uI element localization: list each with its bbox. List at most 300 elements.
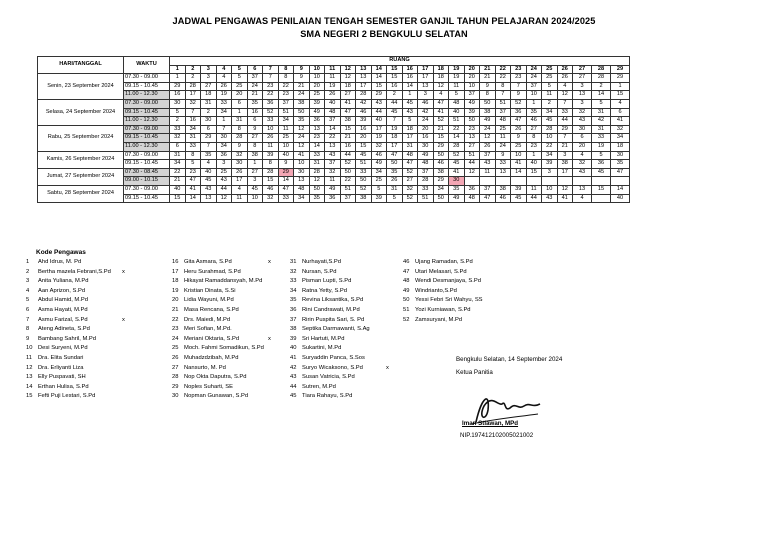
table-row xyxy=(38,142,630,151)
proctor-code-cell: 4 xyxy=(557,82,573,91)
proctor-code-cell: 38 xyxy=(433,168,449,177)
legend-name: Drs. Maiedi, M.Pd xyxy=(184,316,231,323)
proctor-code-cell: 38 xyxy=(247,151,263,160)
proctor-code-cell: 24 xyxy=(526,74,542,83)
proctor-code-cell: 3 xyxy=(201,74,217,83)
proctor-code-cell: 49 xyxy=(464,99,480,108)
proctor-code-cell: 29 xyxy=(433,177,449,186)
proctor-code-cell: 43 xyxy=(201,185,217,194)
proctor-code-cell: 23 xyxy=(526,142,542,151)
proctor-code-cell: 27 xyxy=(201,82,217,91)
proctor-code-cell: 8 xyxy=(495,82,511,91)
time-slot: 09.15 - 10.45 xyxy=(124,160,170,169)
room-number: 28 xyxy=(592,65,611,74)
legend-name: Meri Sofian, M.Pd. xyxy=(184,326,232,333)
proctor-code-cell: 12 xyxy=(309,177,325,186)
proctor-code-cell: 11 xyxy=(495,134,511,143)
proctor-code-cell: 11 xyxy=(526,185,542,194)
signature-place-date: Bengkulu Selatan, 14 September 2024 xyxy=(456,356,563,363)
proctor-code-cell: 35 xyxy=(309,194,325,203)
legend-item xyxy=(172,373,264,383)
proctor-code-cell: 10 xyxy=(278,142,294,151)
proctor-code-cell: 50 xyxy=(294,108,310,117)
legend-name: Bambang Sahril, M.Pd xyxy=(38,335,96,342)
proctor-code-cell: 48 xyxy=(464,194,480,203)
proctor-code-cell: 18 xyxy=(402,125,418,134)
time-slot: 09.15 - 10.45 xyxy=(124,82,170,91)
proctor-code-cell: 9 xyxy=(232,142,248,151)
proctor-code-cell: 1 xyxy=(247,160,263,169)
legend-item xyxy=(290,277,370,287)
proctor-code-cell: 26 xyxy=(263,134,279,143)
proctor-code-cell: 23 xyxy=(464,125,480,134)
proctor-code-cell: 19 xyxy=(371,134,387,143)
proctor-code-cell: 49 xyxy=(309,108,325,117)
proctor-code-cell: 9 xyxy=(495,151,511,160)
proctor-code-cell: 21 xyxy=(480,74,496,83)
proctor-code-cell: 49 xyxy=(418,151,434,160)
proctor-code-cell: 49 xyxy=(449,194,465,203)
table-row xyxy=(38,125,630,134)
legend-name: Asmu Farizal, S.Pd xyxy=(38,316,88,323)
legend-code: 36 xyxy=(290,306,297,313)
proctor-code-cell: 12 xyxy=(557,91,573,100)
proctor-code-cell: 37 xyxy=(418,168,434,177)
legend-code: 11 xyxy=(26,354,33,361)
proctor-code-cell: 35 xyxy=(201,151,217,160)
room-number: 16 xyxy=(402,65,418,74)
proctor-code-cell: 26 xyxy=(216,82,232,91)
proctor-code-cell: 31 xyxy=(387,185,403,194)
legend-code: 52 xyxy=(403,316,410,323)
proctor-code-cell: 39 xyxy=(464,108,480,117)
legend-name: Ateng Adineta, S.Pd xyxy=(38,326,90,333)
table-row xyxy=(38,185,630,194)
legend-code: 49 xyxy=(403,287,410,294)
legend-code: 41 xyxy=(290,354,297,361)
legend-item xyxy=(26,373,111,383)
proctor-code-cell: 10 xyxy=(263,125,279,134)
proctor-code-cell: 28 xyxy=(356,91,372,100)
proctor-code-cell: 1 xyxy=(216,117,232,126)
proctor-code-cell: 28 xyxy=(542,125,558,134)
legend-code: 15 xyxy=(26,393,33,400)
proctor-code-cell: 39 xyxy=(309,99,325,108)
proctor-code-cell: 46 xyxy=(418,99,434,108)
proctor-code-cell: 22 xyxy=(340,177,356,186)
room-number: 10 xyxy=(309,65,325,74)
proctor-code-cell: 44 xyxy=(526,194,542,203)
proctor-code-cell: 19 xyxy=(387,125,403,134)
legend-name: Ririn Puspita Sari, S. Pd xyxy=(302,316,365,323)
legend-item xyxy=(290,296,370,306)
legend-name: Zamsuryani, M.Pd xyxy=(415,316,463,323)
proctor-code-cell: 52 xyxy=(356,185,372,194)
proctor-code-cell: 27 xyxy=(573,74,592,83)
proctor-code-cell: 28 xyxy=(449,142,465,151)
proctor-code-cell: 30 xyxy=(418,142,434,151)
proctor-code-cell xyxy=(592,177,611,186)
legend-code: 39 xyxy=(290,335,297,342)
proctor-code-cell: 14 xyxy=(402,82,418,91)
legend-item xyxy=(403,277,483,287)
legend-code: 30 xyxy=(172,393,179,400)
proctor-code-cell: 15 xyxy=(433,134,449,143)
proctor-code-cell: 33 xyxy=(557,108,573,117)
legend-item xyxy=(290,325,370,335)
proctor-code-cell: 7 xyxy=(263,74,279,83)
proctor-code-cell: 12 xyxy=(294,125,310,134)
proctor-code-cell: 35 xyxy=(387,168,403,177)
proctor-code-cell: 50 xyxy=(464,117,480,126)
legend-column-1 xyxy=(26,258,125,402)
proctor-code-cell: 5 xyxy=(592,151,611,160)
proctor-code-cell: 6 xyxy=(232,99,248,108)
legend-name: Nopman Gunawan, S.Pd xyxy=(184,393,249,400)
proctor-code-cell: 34 xyxy=(185,125,201,134)
proctor-code-cell: 3 xyxy=(418,91,434,100)
proctor-code-cell xyxy=(511,177,527,186)
proctor-code-cell: 33 xyxy=(418,185,434,194)
proctor-code-cell: 27 xyxy=(402,177,418,186)
proctor-code-cell: 28 xyxy=(263,168,279,177)
legend-item xyxy=(26,335,111,345)
proctor-code-cell: 33 xyxy=(263,117,279,126)
proctor-code-cell: 41 xyxy=(185,185,201,194)
proctor-code-cell xyxy=(526,177,542,186)
proctor-code-cell: 28 xyxy=(418,177,434,186)
legend-code: 16 xyxy=(172,259,179,265)
proctor-code-cell xyxy=(557,177,573,186)
proctor-code-cell: 43 xyxy=(371,99,387,108)
proctor-code-cell: 29 xyxy=(557,125,573,134)
proctor-code-cell: 52 xyxy=(402,194,418,203)
proctor-code-cell: 29 xyxy=(170,82,186,91)
proctor-code-cell: 16 xyxy=(185,117,201,126)
time-slot: 11.00 - 12.30 xyxy=(124,91,170,100)
legend-item xyxy=(290,268,370,278)
proctor-code-cell: 43 xyxy=(573,168,592,177)
legend-code: 8 xyxy=(26,326,30,333)
room-number: 9 xyxy=(294,65,310,74)
legend-name: Revina Liksantika, S.Pd xyxy=(302,297,364,304)
proctor-code-cell: 12 xyxy=(216,194,232,203)
proctor-code-cell: 4 xyxy=(232,185,248,194)
day-label: Senin, 23 September 2024 xyxy=(38,74,124,100)
proctor-code-cell: 43 xyxy=(402,108,418,117)
legend-name: Ahd Idrus, M. Pd xyxy=(38,259,82,265)
proctor-code-cell: 30 xyxy=(573,125,592,134)
legend-name: Sukartini, M.Pd xyxy=(302,345,342,352)
legend-item xyxy=(172,316,264,326)
proctor-code-cell: 10 xyxy=(247,194,263,203)
proctor-code-cell: 45 xyxy=(511,194,527,203)
proctor-code-cell: 32 xyxy=(263,194,279,203)
room-number: 19 xyxy=(449,65,465,74)
table-row xyxy=(38,99,630,108)
proctor-code-cell: 14 xyxy=(511,168,527,177)
legend-name: Moch. Fahmi Somadikun, S.Pd xyxy=(184,345,264,352)
time-slot: 07.30 - 08.45 xyxy=(124,168,170,177)
proctor-code-cell: 51 xyxy=(418,194,434,203)
proctor-code-cell: 30 xyxy=(232,160,248,169)
proctor-code-cell: 1 xyxy=(170,74,186,83)
proctor-code-cell: 37 xyxy=(480,151,496,160)
proctor-code-cell: 37 xyxy=(325,117,341,126)
legend-name: Septika Darmawanti, S.Ag xyxy=(302,326,370,333)
proctor-code-cell: 31 xyxy=(592,108,611,117)
proctor-code-cell: 14 xyxy=(309,142,325,151)
legend-name: Suryo Wicaksono, S.Pd xyxy=(302,364,363,371)
proctor-code-cell: 34 xyxy=(216,108,232,117)
proctor-code-cell: 5 xyxy=(185,160,201,169)
proctor-code-cell: 32 xyxy=(232,151,248,160)
proctor-code-cell: 8 xyxy=(263,160,279,169)
proctor-code-cell: 26 xyxy=(557,74,573,83)
proctor-code-cell: 25 xyxy=(371,177,387,186)
proctor-code-cell: 39 xyxy=(263,151,279,160)
proctor-code-cell: 18 xyxy=(387,134,403,143)
proctor-code-cell: 7 xyxy=(387,117,403,126)
proctor-code-cell: 15 xyxy=(592,185,611,194)
proctor-code-cell: 1 xyxy=(526,151,542,160)
legend-item xyxy=(290,258,370,268)
time-slot: 07.30 - 09.00 xyxy=(124,99,170,108)
proctor-code-cell: 41 xyxy=(294,151,310,160)
proctor-code-cell: 47 xyxy=(611,168,630,177)
proctor-code-cell: 29 xyxy=(201,134,217,143)
legend-code: 35 xyxy=(290,297,297,304)
proctor-code-cell: 32 xyxy=(325,168,341,177)
room-number: 22 xyxy=(495,65,511,74)
proctor-code-cell: 39 xyxy=(371,194,387,203)
legend-item xyxy=(26,268,125,278)
proctor-code-cell: 33 xyxy=(495,160,511,169)
proctor-code-cell: 12 xyxy=(464,168,480,177)
legend-item xyxy=(172,335,271,345)
proctor-code-cell: 1 xyxy=(402,91,418,100)
proctor-code-cell: 32 xyxy=(371,142,387,151)
proctor-code-cell: 50 xyxy=(356,177,372,186)
proctor-code-cell: 5 xyxy=(232,74,248,83)
proctor-code-cell: 36 xyxy=(592,160,611,169)
legend-name: Wendi Desmanjaya, S.Pd xyxy=(415,278,481,285)
proctor-code-cell: 41 xyxy=(557,194,573,203)
legend-item xyxy=(26,287,111,297)
proctor-code-cell: 48 xyxy=(495,117,511,126)
proctor-code-cell: 1 xyxy=(611,82,630,91)
room-number: 12 xyxy=(340,65,356,74)
proctor-code-cell: 37 xyxy=(495,108,511,117)
time-slot: 09.15 - 10.45 xyxy=(124,108,170,117)
legend-item xyxy=(26,383,111,393)
proctor-code-cell: 12 xyxy=(340,74,356,83)
proctor-code-cell: 29 xyxy=(371,91,387,100)
legend-item xyxy=(172,296,264,306)
room-number: 25 xyxy=(542,65,558,74)
cross-mark: x xyxy=(122,268,125,275)
proctor-code-cell: 30 xyxy=(294,168,310,177)
proctor-code-cell: 33 xyxy=(592,134,611,143)
legend-code: 19 xyxy=(172,287,179,294)
proctor-code-cell: 48 xyxy=(418,160,434,169)
proctor-code-cell: 6 xyxy=(201,125,217,134)
legend-item xyxy=(403,306,483,316)
proctor-code-cell: 40 xyxy=(201,168,217,177)
proctor-code-cell: 43 xyxy=(216,177,232,186)
proctor-code-cell: 13 xyxy=(309,125,325,134)
proctor-code-cell: 32 xyxy=(573,108,592,117)
proctor-code-cell xyxy=(592,194,611,203)
document-title: JADWAL PENGAWAS PENILAIAN TENGAH SEMESTER GANJIL TAHUN PELAJARAN 2024/2025 xyxy=(172,16,596,26)
room-number: 21 xyxy=(480,65,496,74)
proctor-code-cell: 16 xyxy=(247,108,263,117)
proctor-code-cell: 4 xyxy=(573,194,592,203)
legend-code: 22 xyxy=(172,316,179,323)
legend-code: 50 xyxy=(403,297,410,304)
proctor-code-cell: 36 xyxy=(263,99,279,108)
proctor-code-cell: 19 xyxy=(216,91,232,100)
table-row xyxy=(38,168,630,177)
proctor-code-cell: 16 xyxy=(170,91,186,100)
proctor-code-cell: 45 xyxy=(201,177,217,186)
proctor-code-cell: 30 xyxy=(170,99,186,108)
room-number: 4 xyxy=(216,65,232,74)
proctor-code-cell: 14 xyxy=(278,177,294,186)
proctor-code-cell: 49 xyxy=(480,117,496,126)
legend-code: 14 xyxy=(26,383,33,390)
legend-code: 47 xyxy=(403,268,410,275)
room-number: 17 xyxy=(418,65,434,74)
legend-item xyxy=(290,335,370,345)
proctor-code-cell: 20 xyxy=(309,82,325,91)
proctor-code-cell: 16 xyxy=(418,134,434,143)
proctor-code-cell: 13 xyxy=(418,82,434,91)
room-number: 24 xyxy=(526,65,542,74)
proctor-code-cell: 5 xyxy=(542,82,558,91)
proctor-code-cell: 29 xyxy=(433,142,449,151)
legend-item xyxy=(290,306,370,316)
proctor-code-cell: 14 xyxy=(592,91,611,100)
legend-item xyxy=(403,296,483,306)
proctor-code-cell: 19 xyxy=(592,142,611,151)
proctor-code-cell: 31 xyxy=(201,99,217,108)
legend-code: 28 xyxy=(172,374,179,381)
day-label: Jumat, 27 September 2024 xyxy=(38,168,124,185)
room-number: 23 xyxy=(511,65,527,74)
proctor-code-cell: 11 xyxy=(232,194,248,203)
proctor-code-cell: 24 xyxy=(480,125,496,134)
proctor-code-cell: 46 xyxy=(371,151,387,160)
proctor-code-cell: 12 xyxy=(433,82,449,91)
legend-code: 26 xyxy=(172,354,179,361)
legend-item xyxy=(26,277,111,287)
proctor-code-cell: 23 xyxy=(309,134,325,143)
legend-item xyxy=(290,364,389,374)
proctor-code-cell: 51 xyxy=(449,117,465,126)
legend-item xyxy=(172,268,264,278)
proctor-code-cell: 5 xyxy=(170,108,186,117)
proctor-code-cell: 47 xyxy=(433,99,449,108)
legend-name: Lidia Wayuni, M.Pd xyxy=(184,297,234,304)
proctor-code-cell: 11 xyxy=(278,125,294,134)
legend-item xyxy=(172,344,264,354)
proctor-code-cell: 13 xyxy=(325,142,341,151)
proctor-code-cell: 34 xyxy=(278,117,294,126)
proctor-code-cell: 52 xyxy=(402,168,418,177)
proctor-code-cell: 9 xyxy=(278,160,294,169)
proctor-code-cell: 9 xyxy=(294,74,310,83)
proctor-code-cell: 40 xyxy=(325,99,341,108)
proctor-code-cell: 40 xyxy=(449,108,465,117)
proctor-code-cell: 16 xyxy=(356,125,372,134)
proctor-code-cell: 38 xyxy=(340,117,356,126)
proctor-code-cell: 35 xyxy=(449,185,465,194)
room-number: 1 xyxy=(170,65,186,74)
legend-item xyxy=(26,354,111,364)
legend-code: 7 xyxy=(26,316,30,323)
proctor-code-cell: 8 xyxy=(480,91,496,100)
proctor-code-cell: 39 xyxy=(542,160,558,169)
proctor-code-cell: 45 xyxy=(247,185,263,194)
legend-name: Fefti Puji Lestari, S.Pd xyxy=(38,393,96,400)
proctor-code-cell: 21 xyxy=(294,82,310,91)
proctor-code-cell: 24 xyxy=(495,142,511,151)
proctor-code-cell: 37 xyxy=(464,91,480,100)
proctor-code-cell: 26 xyxy=(325,91,341,100)
proctor-code-cell: 23 xyxy=(511,74,527,83)
proctor-code-cell: 31 xyxy=(402,142,418,151)
proctor-code-cell: 31 xyxy=(232,117,248,126)
proctor-code-cell: 40 xyxy=(371,117,387,126)
proctor-code-cell: 46 xyxy=(495,194,511,203)
proctor-code-cell: 41 xyxy=(433,108,449,117)
proctor-code-cell: 7 xyxy=(216,125,232,134)
proctor-code-cell: 51 xyxy=(356,160,372,169)
proctor-code-cell: 13 xyxy=(464,134,480,143)
proctor-code-cell: 32 xyxy=(170,134,186,143)
proctor-code-cell: 47 xyxy=(402,160,418,169)
signature-role: Ketua Panitia xyxy=(456,369,493,376)
proctor-code-cell: 13 xyxy=(573,91,592,100)
proctor-code-cell: 5 xyxy=(449,91,465,100)
proctor-code-cell: 52 xyxy=(511,99,527,108)
proctor-code-cell: 12 xyxy=(480,134,496,143)
proctor-code-cell: 50 xyxy=(433,194,449,203)
proctor-code-cell: 38 xyxy=(356,194,372,203)
room-number: 18 xyxy=(433,65,449,74)
proctor-code-cell: 27 xyxy=(464,142,480,151)
proctor-code-cell: 20 xyxy=(464,74,480,83)
proctor-code-cell: 35 xyxy=(294,117,310,126)
proctor-code-cell: 10 xyxy=(294,160,310,169)
day-label: Kamis, 26 September 2024 xyxy=(38,151,124,168)
proctor-code-cell: 7 xyxy=(511,82,527,91)
table-row xyxy=(38,117,630,126)
proctor-code-cell: 11 xyxy=(325,74,341,83)
school-name: SMA NEGERI 2 BENGKULU SELATAN xyxy=(300,29,468,39)
proctor-code-cell: 25 xyxy=(216,168,232,177)
proctor-code-cell xyxy=(495,177,511,186)
legend-item xyxy=(172,383,264,393)
proctor-code-cell: 32 xyxy=(611,125,630,134)
time-slot: 07.30 - 09.00 xyxy=(124,125,170,134)
proctor-code-cell: 5 xyxy=(592,99,611,108)
proctor-code-cell: 2 xyxy=(592,82,611,91)
proctor-code-cell: 48 xyxy=(449,99,465,108)
legend-item xyxy=(26,258,111,268)
proctor-code-cell: 32 xyxy=(185,99,201,108)
